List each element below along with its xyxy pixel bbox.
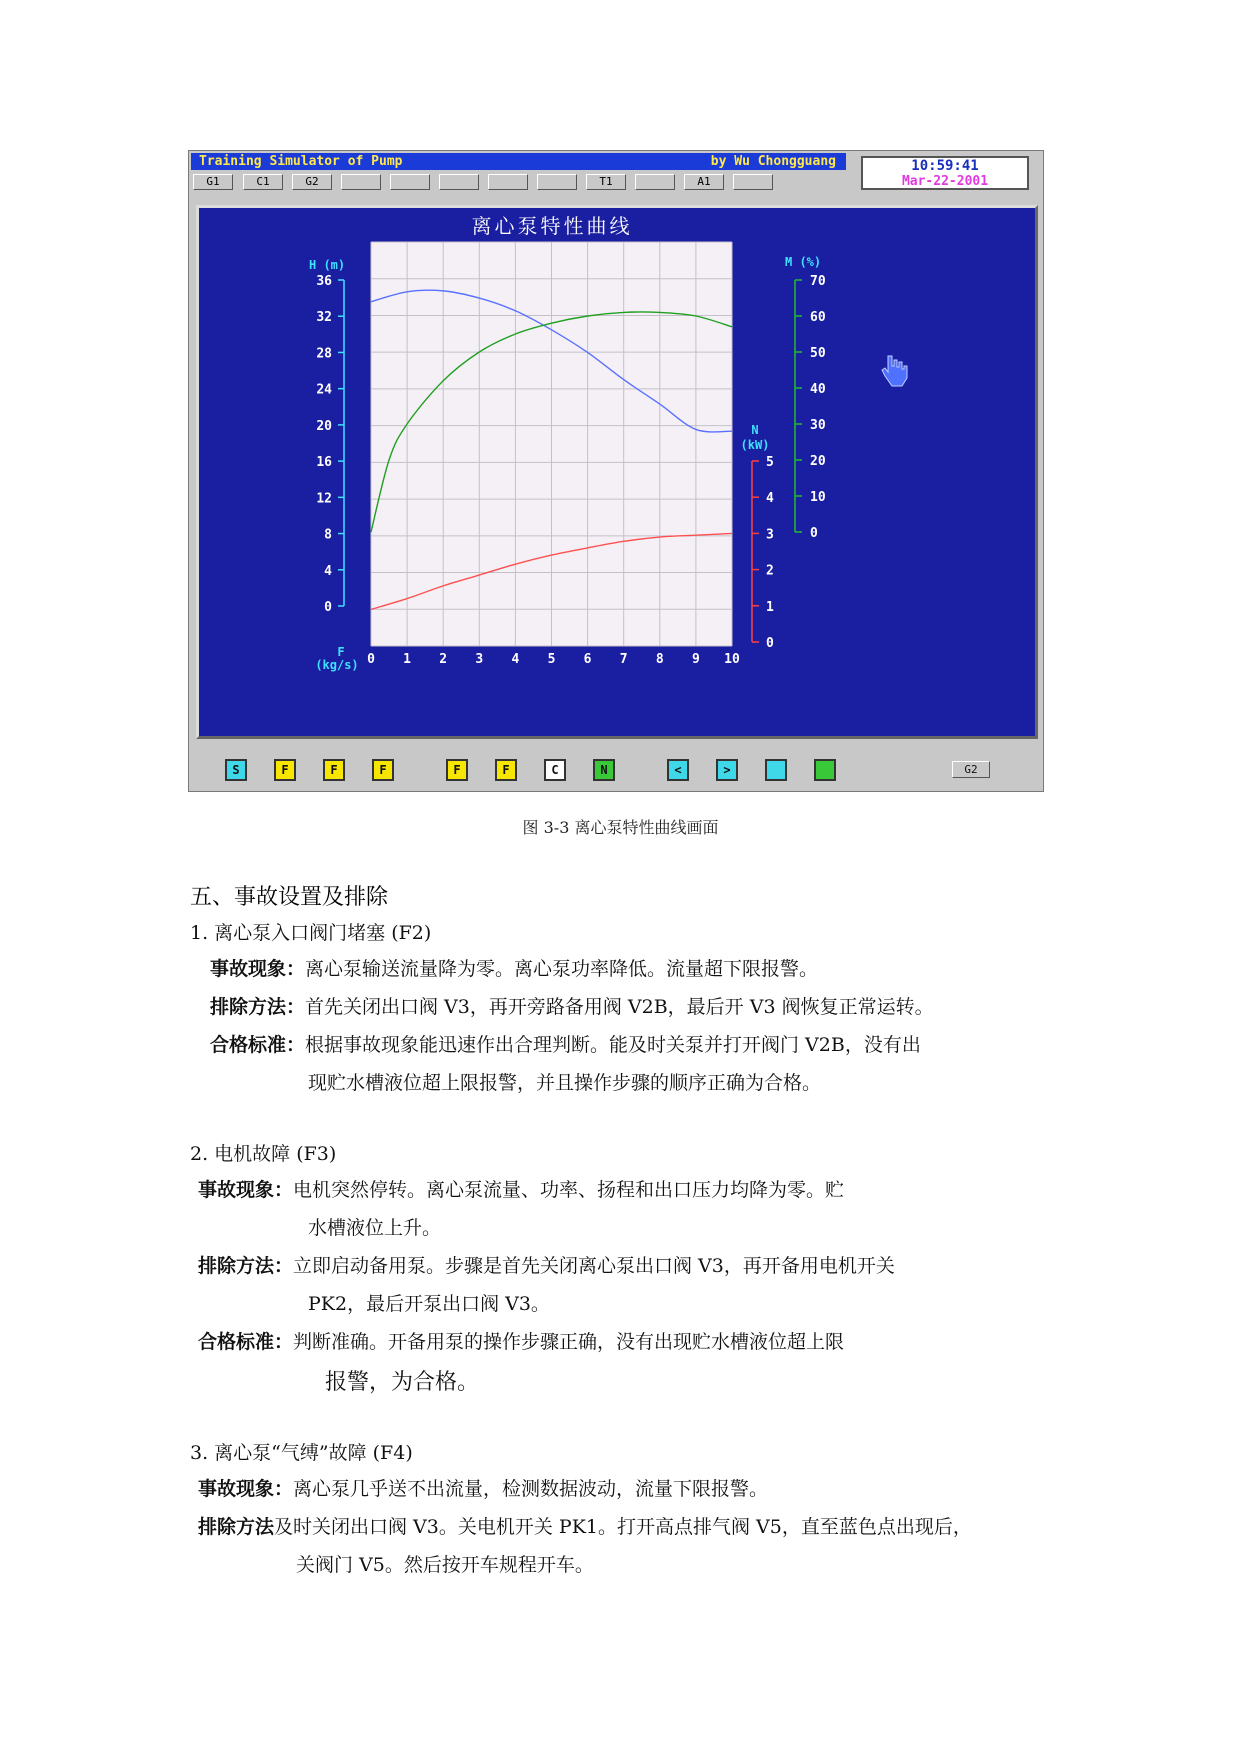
toolbar-button-empty[interactable] bbox=[439, 174, 479, 190]
m-axis-tick-label: 10 bbox=[810, 490, 826, 505]
row-text: 电机突然停转。离心泵流量、功率、扬程和出口压力均降为零。贮 bbox=[293, 1179, 845, 1201]
row-label: 事故现象： bbox=[198, 1179, 294, 1201]
x-axis-tick-label: 6 bbox=[583, 652, 592, 667]
function-button-10[interactable]: > bbox=[716, 759, 738, 781]
n-axis-tick-label: 4 bbox=[766, 491, 774, 507]
toolbar-button-t1[interactable]: T1 bbox=[586, 174, 626, 190]
section-title: 五、事故设置及排除 bbox=[190, 885, 389, 910]
function-button-1[interactable]: S bbox=[225, 759, 247, 781]
function-button-11[interactable] bbox=[765, 759, 787, 781]
toolbar-button-c1[interactable]: C1 bbox=[243, 174, 283, 190]
simulator-screenshot bbox=[188, 150, 1044, 792]
function-button-4[interactable]: F bbox=[372, 759, 394, 781]
chart-title: 离心泵特性曲线 bbox=[471, 214, 633, 238]
row-label: 合格标准： bbox=[210, 1034, 306, 1056]
item-row bbox=[210, 1030, 921, 1057]
h-axis-tick-label: 16 bbox=[316, 455, 332, 471]
item-row bbox=[198, 1175, 844, 1202]
n-axis-label: N bbox=[751, 423, 759, 437]
x-axis-tick-label: 10 bbox=[724, 652, 740, 667]
x-axis-tick-label: 4 bbox=[511, 652, 520, 667]
x-axis-tick-label: 7 bbox=[619, 652, 628, 667]
x-axis-tick-label: 3 bbox=[475, 652, 484, 667]
m-axis-tick-label: 70 bbox=[810, 274, 826, 289]
toolbar-button-g2[interactable]: G2 bbox=[292, 174, 332, 190]
toolbar-button-empty[interactable] bbox=[390, 174, 430, 190]
m-axis-tick-label: 0 bbox=[810, 526, 818, 541]
h-axis-tick-label: 32 bbox=[316, 310, 332, 326]
m-axis-tick-label: 60 bbox=[810, 310, 826, 325]
row-text: 首先关闭出口阀 V3，再开旁路备用阀 V2B，最后开 V3 阀恢复正常运转。 bbox=[305, 996, 934, 1018]
row-label: 事故现象： bbox=[210, 958, 306, 980]
h-axis-tick-label: 28 bbox=[316, 346, 332, 362]
x-axis-tick-label: 9 bbox=[691, 652, 700, 667]
row-text: 判断准确。开备用泵的操作步骤正确，没有出现贮水槽液位超上限 bbox=[293, 1331, 845, 1353]
chart-panel bbox=[196, 205, 1038, 739]
item-row bbox=[296, 1550, 594, 1577]
row-text: 关阀门 V5。然后按开车规程开车。 bbox=[296, 1554, 594, 1576]
row-text: PK2，最后开泵出口阀 V3。 bbox=[308, 1293, 550, 1315]
toolbar-button-empty[interactable] bbox=[537, 174, 577, 190]
toolbar-button-empty[interactable] bbox=[341, 174, 381, 190]
h-axis-tick-label: 20 bbox=[316, 418, 332, 434]
item-heading: 2. 电机故障 (F3) bbox=[190, 1143, 337, 1165]
x-axis-tick-label: 0 bbox=[367, 652, 375, 667]
item-heading: 3. 离心泵“气缚”故障 (F4) bbox=[190, 1442, 413, 1464]
bottom-toolbar bbox=[189, 749, 1043, 789]
item-row bbox=[198, 1474, 768, 1501]
x-axis-tick-label: 8 bbox=[655, 652, 664, 667]
toolbar-button-empty[interactable] bbox=[733, 174, 773, 190]
app-title: Training Simulator of Pump bbox=[199, 154, 403, 169]
row-label: 排除方法： bbox=[198, 1255, 294, 1277]
row-text: 立即启动备用泵。步骤是首先关闭离心泵出口阀 V3，再开备用电机开关 bbox=[293, 1255, 895, 1277]
h-axis-tick-label: 4 bbox=[324, 563, 332, 579]
function-button-12[interactable] bbox=[814, 759, 836, 781]
item-row bbox=[198, 1327, 844, 1354]
m-axis-label: M (%) bbox=[785, 255, 822, 269]
toolbar-button-g1[interactable]: G1 bbox=[193, 174, 233, 190]
n-axis-tick-label: 3 bbox=[766, 527, 774, 543]
item-row bbox=[198, 1251, 895, 1278]
m-axis-tick-label: 40 bbox=[810, 382, 826, 397]
g2-button[interactable]: G2 bbox=[952, 761, 990, 778]
h-axis-tick-label: 0 bbox=[324, 600, 332, 615]
m-axis-tick-label: 50 bbox=[810, 346, 826, 361]
row-label: 事故现象： bbox=[198, 1478, 294, 1500]
row-text: 水槽液位上升。 bbox=[308, 1217, 442, 1239]
item-row bbox=[198, 1512, 972, 1539]
row-label: 合格标准： bbox=[198, 1331, 294, 1353]
h-axis-label: H (m) bbox=[309, 258, 346, 272]
row-text: 离心泵几乎送不出流量，检测数据波动，流量下限报警。 bbox=[293, 1478, 769, 1500]
x-axis-tick-label: 2 bbox=[439, 652, 448, 667]
row-label: 排除方法 bbox=[198, 1516, 275, 1538]
x-axis-unit: (kg/s) bbox=[315, 658, 359, 672]
function-button-3[interactable]: F bbox=[323, 759, 345, 781]
row-label: 排除方法： bbox=[210, 996, 306, 1018]
item-heading: 1. 离心泵入口阀门堵塞 (F2) bbox=[190, 922, 432, 944]
item-row bbox=[308, 1213, 441, 1240]
m-axis-tick-label: 20 bbox=[810, 454, 826, 469]
row-text: 报警，为合格。 bbox=[325, 1370, 480, 1395]
x-axis-tick-label: 1 bbox=[403, 652, 412, 667]
row-text: 及时关闭出口阀 V3。关电机开关 PK1。打开高点排气阀 V5，直至蓝色点出现后， bbox=[274, 1516, 972, 1538]
clock-panel bbox=[857, 153, 1039, 193]
toolbar-button-a1[interactable]: A1 bbox=[684, 174, 724, 190]
item-row bbox=[210, 954, 818, 981]
toolbar-button-empty[interactable] bbox=[635, 174, 675, 190]
item-row bbox=[210, 992, 934, 1019]
item-row bbox=[308, 1068, 821, 1095]
n-axis-tick-label: 0 bbox=[766, 636, 774, 651]
function-button-5[interactable]: F bbox=[446, 759, 468, 781]
clock-time: 10:59:41 bbox=[911, 158, 979, 174]
function-button-9[interactable]: < bbox=[667, 759, 689, 781]
item-row bbox=[325, 1365, 479, 1396]
m-axis-tick-label: 30 bbox=[810, 418, 826, 433]
n-axis-tick-label: 2 bbox=[766, 563, 774, 579]
title-bar bbox=[191, 153, 846, 170]
row-text: 现贮水槽液位超上限报警，并且操作步骤的顺序正确为合格。 bbox=[308, 1072, 822, 1094]
function-button-2[interactable]: F bbox=[274, 759, 296, 781]
app-author: by Wu Chongguang bbox=[710, 154, 836, 169]
x-axis-tick-label: 5 bbox=[547, 652, 556, 667]
n-axis-tick-label: 5 bbox=[766, 455, 774, 470]
figure-caption: 图 3-3 离心泵特性曲线画面 bbox=[522, 818, 719, 837]
toolbar-button-empty[interactable] bbox=[488, 174, 528, 190]
item-row bbox=[308, 1289, 550, 1316]
h-axis-tick-label: 8 bbox=[324, 527, 332, 543]
x-axis-label: F bbox=[337, 645, 345, 659]
function-button-8[interactable]: N bbox=[593, 759, 615, 781]
n-axis-unit: (kW) bbox=[740, 438, 770, 452]
h-axis-tick-label: 36 bbox=[316, 274, 332, 289]
h-axis-tick-label: 24 bbox=[316, 382, 332, 398]
pump-characteristic-chart bbox=[199, 208, 1035, 736]
hand-cursor-icon bbox=[882, 356, 907, 386]
row-text: 离心泵输送流量降为零。离心泵功率降低。流量超下限报警。 bbox=[305, 958, 819, 980]
function-button-6[interactable]: F bbox=[495, 759, 517, 781]
clock-date: Mar-22-2001 bbox=[901, 174, 989, 189]
n-axis-tick-label: 1 bbox=[766, 599, 774, 615]
row-text: 根据事故现象能迅速作出合理判断。能及时关泵并打开阀门 V2B，没有出 bbox=[305, 1034, 921, 1056]
function-button-7[interactable]: C bbox=[544, 759, 566, 781]
h-axis-tick-label: 12 bbox=[316, 491, 332, 507]
